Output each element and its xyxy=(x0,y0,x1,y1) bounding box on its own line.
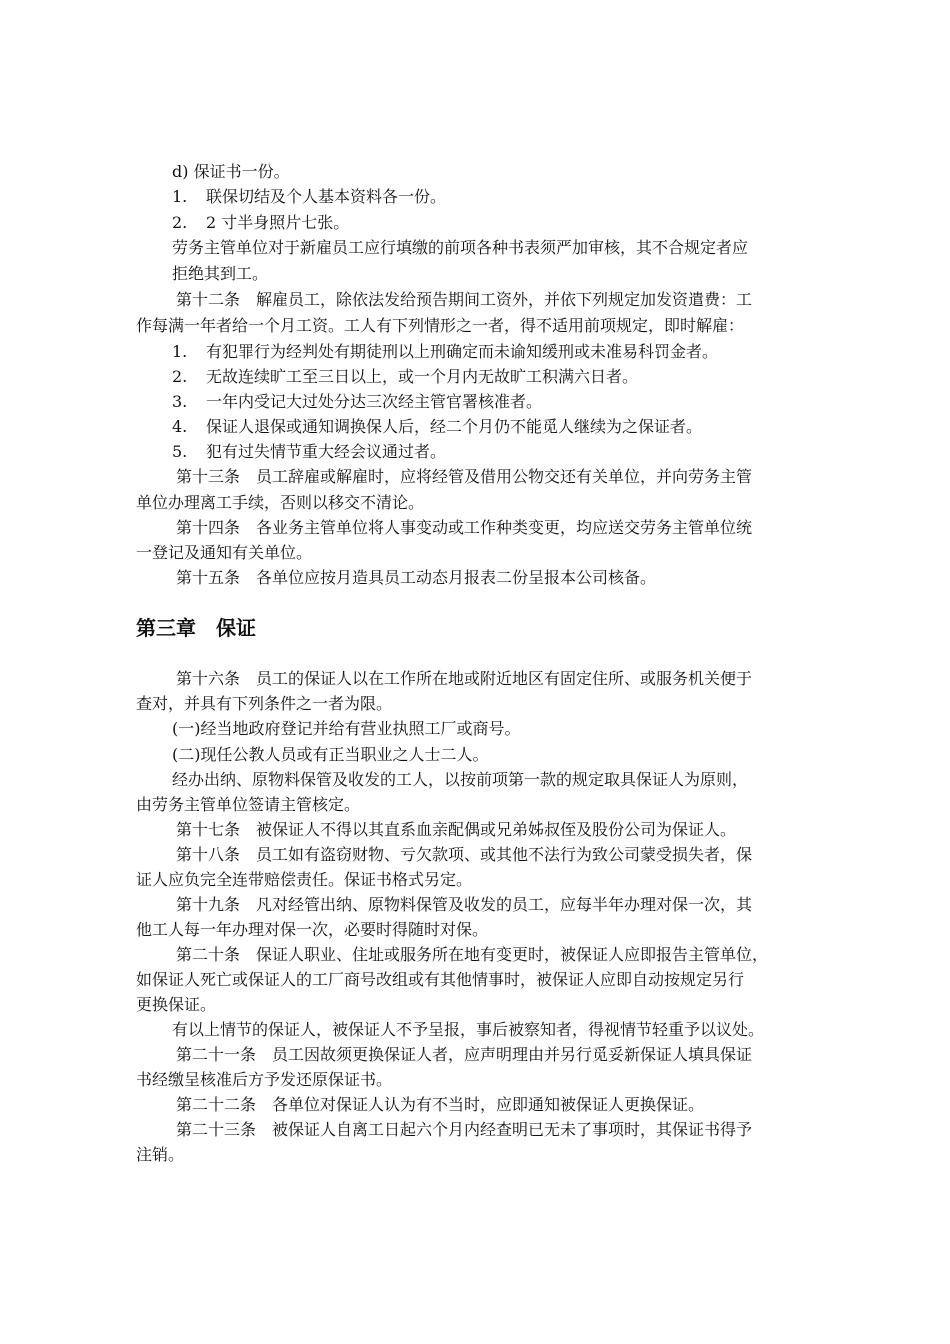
article-20-line-1: 第二十条 保证人职业、住址或服务所在地有变更时，被保证人应即报告主管单位， xyxy=(176,945,769,964)
item-1 xyxy=(172,185,446,209)
article-17-line-1: 第十七条 被保证人不得以其直系血亲配偶或兄弟姊叔侄及股份公司为保证人。 xyxy=(176,820,737,839)
article-12-line-2: 作每满一年者给一个月工资。工人有下列情形之一者，得不适用前项规定，即时解雇： xyxy=(136,316,745,335)
item-1-num: 1. xyxy=(172,187,188,206)
list-item-text: 无故连续旷工至三日以上，或一个月内无故旷工积满六日者。 xyxy=(206,367,639,386)
article-15-line-1: 第十五条 各单位应按月造具员工动态月报表二份呈报本公司核备。 xyxy=(176,568,657,587)
para-b-line-1: 经办出纳、原物料保管及收发的工人，以按前项第一款的规定取具保证人为原则， xyxy=(172,770,749,789)
para-b-line-2: 由劳务主管单位签请主管核定。 xyxy=(136,795,361,814)
item-2 xyxy=(172,211,349,235)
para-c-line-1: 有以上情节的保证人，被保证人不予呈报，事后被察知者，得视情节轻重予以议处。 xyxy=(172,1020,765,1039)
para-a-line-1: 劳务主管单位对于新雇员工应行填缴的前项各种书表须严加审核，其不合规定者应 xyxy=(172,238,749,257)
condition-1: (一)经当地政府登记并给有营业执照工厂或商号。 xyxy=(172,719,521,738)
article-13-line-1: 第十三条 员工辞雇或解雇时，应将经管及借用公物交还有关单位，并向劳务主管 xyxy=(176,467,753,486)
article-12-line-1: 第十二条 解雇员工，除依法发给预告期间工资外，并依下列规定加发资遣费：工 xyxy=(176,290,753,309)
chapter-3-title: 第三章 保证 xyxy=(136,616,256,640)
condition-2: (二)现任公教人员或有正当职业之人士二人。 xyxy=(172,745,489,764)
list-item-text: 保证人退保或通知调换保人后，经二个月仍不能觅人继续为之保证者。 xyxy=(206,417,703,436)
list-item xyxy=(172,415,702,439)
article-19-line-2: 他工人每一年办理对保一次，必要时得随时对保。 xyxy=(136,920,489,939)
article-14-line-1: 第十四条 各业务主管单位将人事变动或工作种类变更，均应送交劳务主管单位统 xyxy=(176,518,753,537)
article-14-line-2: 一登记及通知有关单位。 xyxy=(136,543,313,562)
article-22-line-1: 第二十二条 各单位对保证人认为有不当时，应即通知被保证人更换保证。 xyxy=(176,1095,705,1114)
list-item-text: 一年内受记大过处分达三次经主管官署核准者。 xyxy=(206,392,543,411)
article-20-line-2: 如保证人死亡或保证人的工厂商号改组或有其他情事时，被保证人应即自动按规定另行 xyxy=(136,970,745,989)
list-item-num: 4. xyxy=(172,417,188,436)
list-item-text: 犯有过失情节重大经会议通过者。 xyxy=(206,442,447,461)
list-item xyxy=(172,365,638,389)
article-20-line-3: 更换保证。 xyxy=(136,995,217,1014)
item-2-text: 2 寸半身照片七张。 xyxy=(206,213,350,232)
item-1-text: 联保切结及个人基本资料各一份。 xyxy=(206,187,447,206)
list-item-num: 2. xyxy=(172,367,188,386)
list-item-num: 5. xyxy=(172,442,188,461)
article-23-line-2: 注销。 xyxy=(136,1145,185,1164)
article-16-line-2: 查对，并具有下列条件之一者为限。 xyxy=(136,694,393,713)
item-2-num: 2. xyxy=(172,213,188,232)
article-18-line-1: 第十八条 员工如有盗窃财物、亏欠款项、或其他不法行为致公司蒙受损失者，保 xyxy=(176,845,753,864)
article-19-line-1: 第十九条 凡对经管出纳、原物料保管及收发的员工，应每半年办理对保一次，其 xyxy=(176,895,753,914)
list-item-text: 有犯罪行为经判处有期徒刑以上刑确定而未谕知缓刑或未准易科罚金者。 xyxy=(206,342,719,361)
article-16-line-1: 第十六条 员工的保证人以在工作所在地或附近地区有固定住所、或服务机关便于 xyxy=(176,669,753,688)
para-a-line-2: 拒绝其到工。 xyxy=(172,264,269,283)
list-item xyxy=(172,440,446,464)
list-item-num: 1. xyxy=(172,342,188,361)
list-item-num: 3. xyxy=(172,392,188,411)
list-item xyxy=(172,340,718,364)
item-d: d) 保证书一份。 xyxy=(172,162,290,181)
list-item xyxy=(172,390,542,414)
article-13-line-2: 单位办理离工手续，否则以移交不清论。 xyxy=(136,493,425,512)
article-23-line-1: 第二十三条 被保证人自离工日起六个月内经查明已无未了事项时，其保证书得予 xyxy=(176,1120,753,1139)
article-21-line-1: 第二十一条 员工因故须更换保证人者，应声明理由并另行觅妥新保证人填具保证 xyxy=(176,1045,753,1064)
article-21-line-2: 书经缴呈核准后方予发还原保证书。 xyxy=(136,1070,393,1089)
article-18-line-2: 证人应负完全连带赔偿责任。保证书格式另定。 xyxy=(136,870,473,889)
